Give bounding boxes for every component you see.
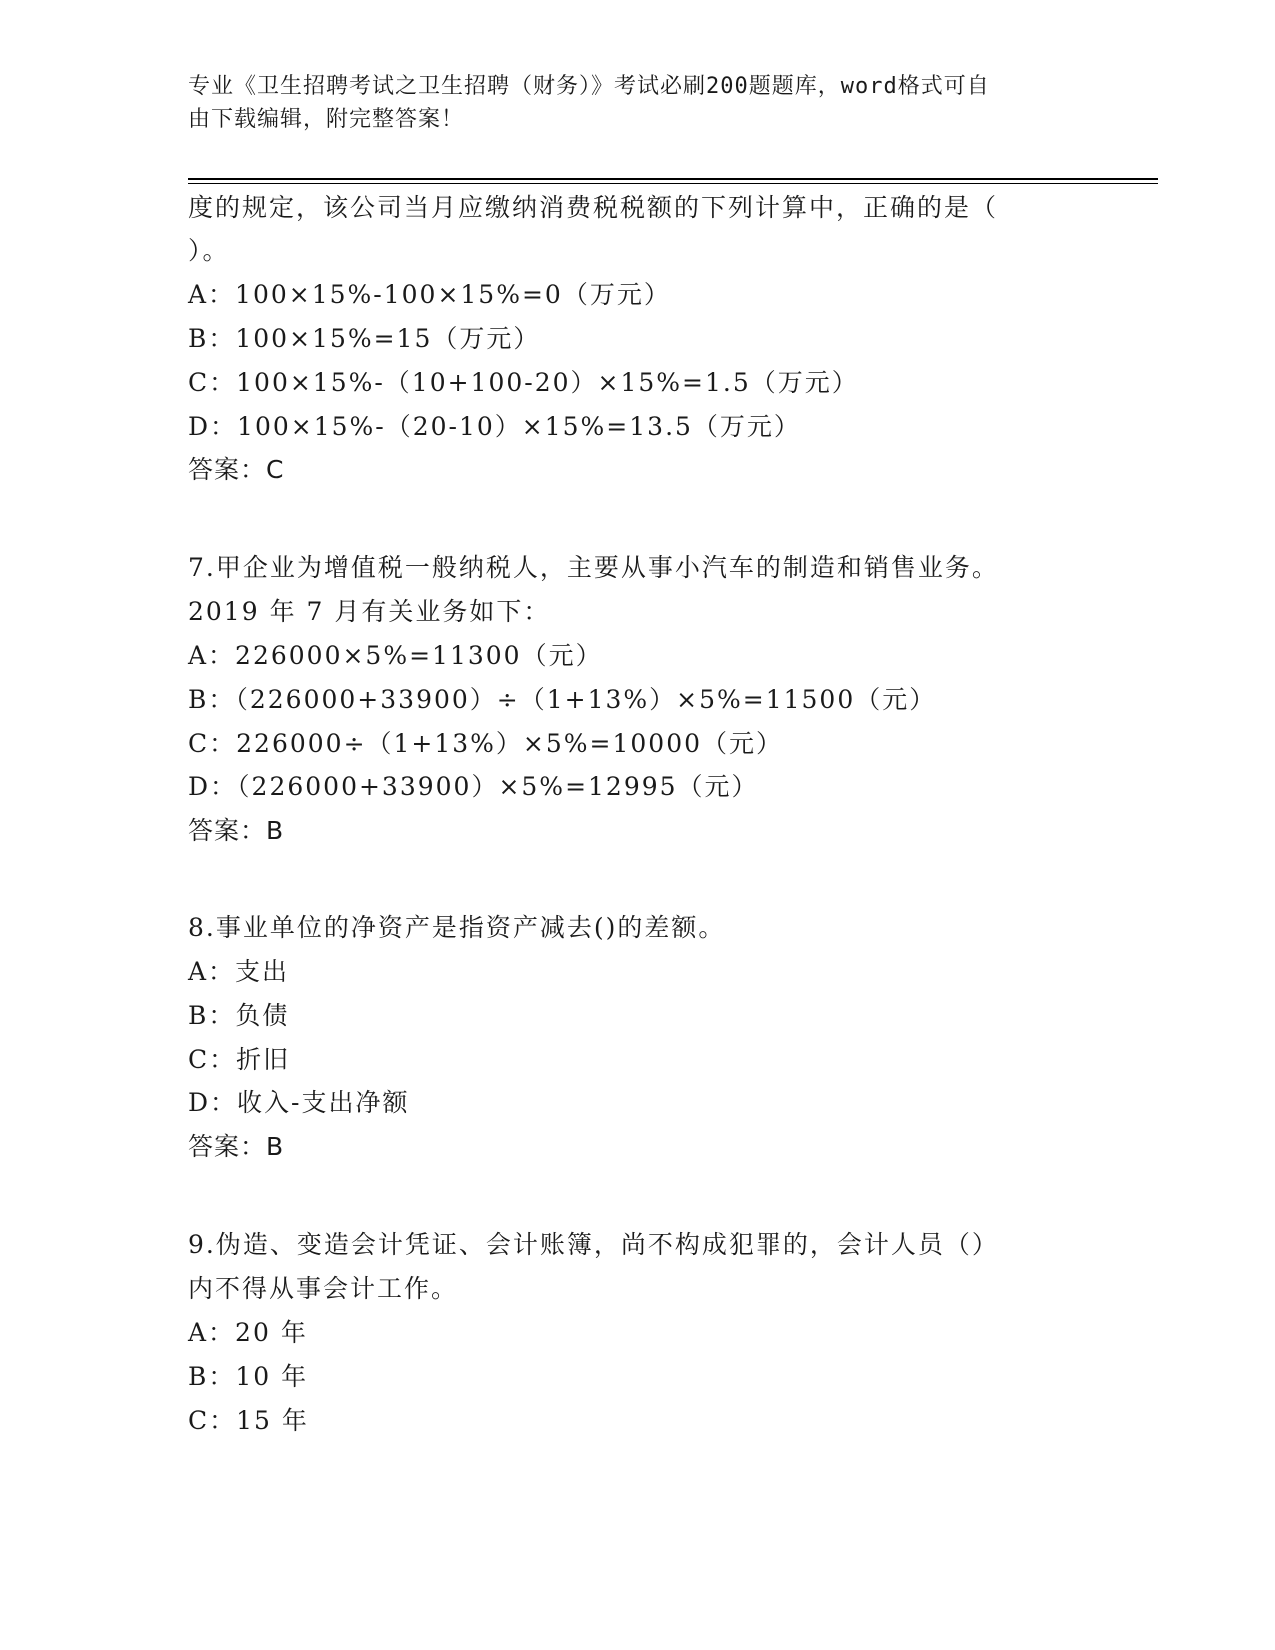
option-a: A：226000×5%=11300（元） <box>188 641 603 670</box>
header-line-2: 由下载编辑，附完整答案！ <box>188 107 465 132</box>
option-c: C：折旧 <box>188 1045 291 1074</box>
document-header <box>188 70 1068 136</box>
question-stem: 9.伪造、变造会计凭证、会计账簿，尚不构成犯罪的，会计人员（） <box>188 1230 999 1259</box>
answer: 答案：B <box>188 816 285 845</box>
option-d: D：100×15%-（20-10）×15%=13.5（万元） <box>188 412 801 441</box>
option-c: C：226000÷（1+13%）×5%=10000（元） <box>188 729 784 758</box>
option-b: B：负债 <box>188 1001 290 1030</box>
option-b: B：（226000+33900）÷（1+13%）×5%=11500（元） <box>188 685 937 714</box>
option-c: C：15 年 <box>188 1406 309 1435</box>
option-b: B：10 年 <box>188 1362 309 1391</box>
question-stem: 内不得从事会计工作。 <box>188 1274 459 1303</box>
header-divider-thick <box>188 178 1158 180</box>
option-b: B：100×15%=15（万元） <box>188 324 541 353</box>
question-stem: 7.甲企业为增值税一般纳税人，主要从事小汽车的制造和销售业务。 <box>188 553 999 582</box>
option-a: A：20 年 <box>188 1318 308 1347</box>
header-line-1: 专业《卫生招聘考试之卫生招聘（财务）》考试必刷200题题库，word格式可自 <box>188 74 990 99</box>
option-a: A：100×15%-100×15%=0（万元） <box>188 280 671 309</box>
answer: 答案：C <box>188 455 285 484</box>
option-c: C：100×15%-（10+100-20）×15%=1.5（万元） <box>188 368 859 397</box>
answer: 答案：B <box>188 1132 285 1161</box>
question-stem: 8.事业单位的净资产是指资产减去()的差额。 <box>188 913 726 942</box>
option-d: D：收入-支出净额 <box>188 1088 410 1117</box>
option-a: A：支出 <box>188 957 290 986</box>
question-stem: 2019 年 7 月有关业务如下： <box>188 597 551 626</box>
question-stem: ）。 <box>188 236 230 265</box>
question-stem: 度的规定，该公司当月应缴纳消费税税额的下列计算中，正确的是（ <box>188 193 999 222</box>
header-divider-thin <box>188 183 1158 184</box>
option-d: D：（226000+33900）×5%=12995（元） <box>188 772 759 801</box>
